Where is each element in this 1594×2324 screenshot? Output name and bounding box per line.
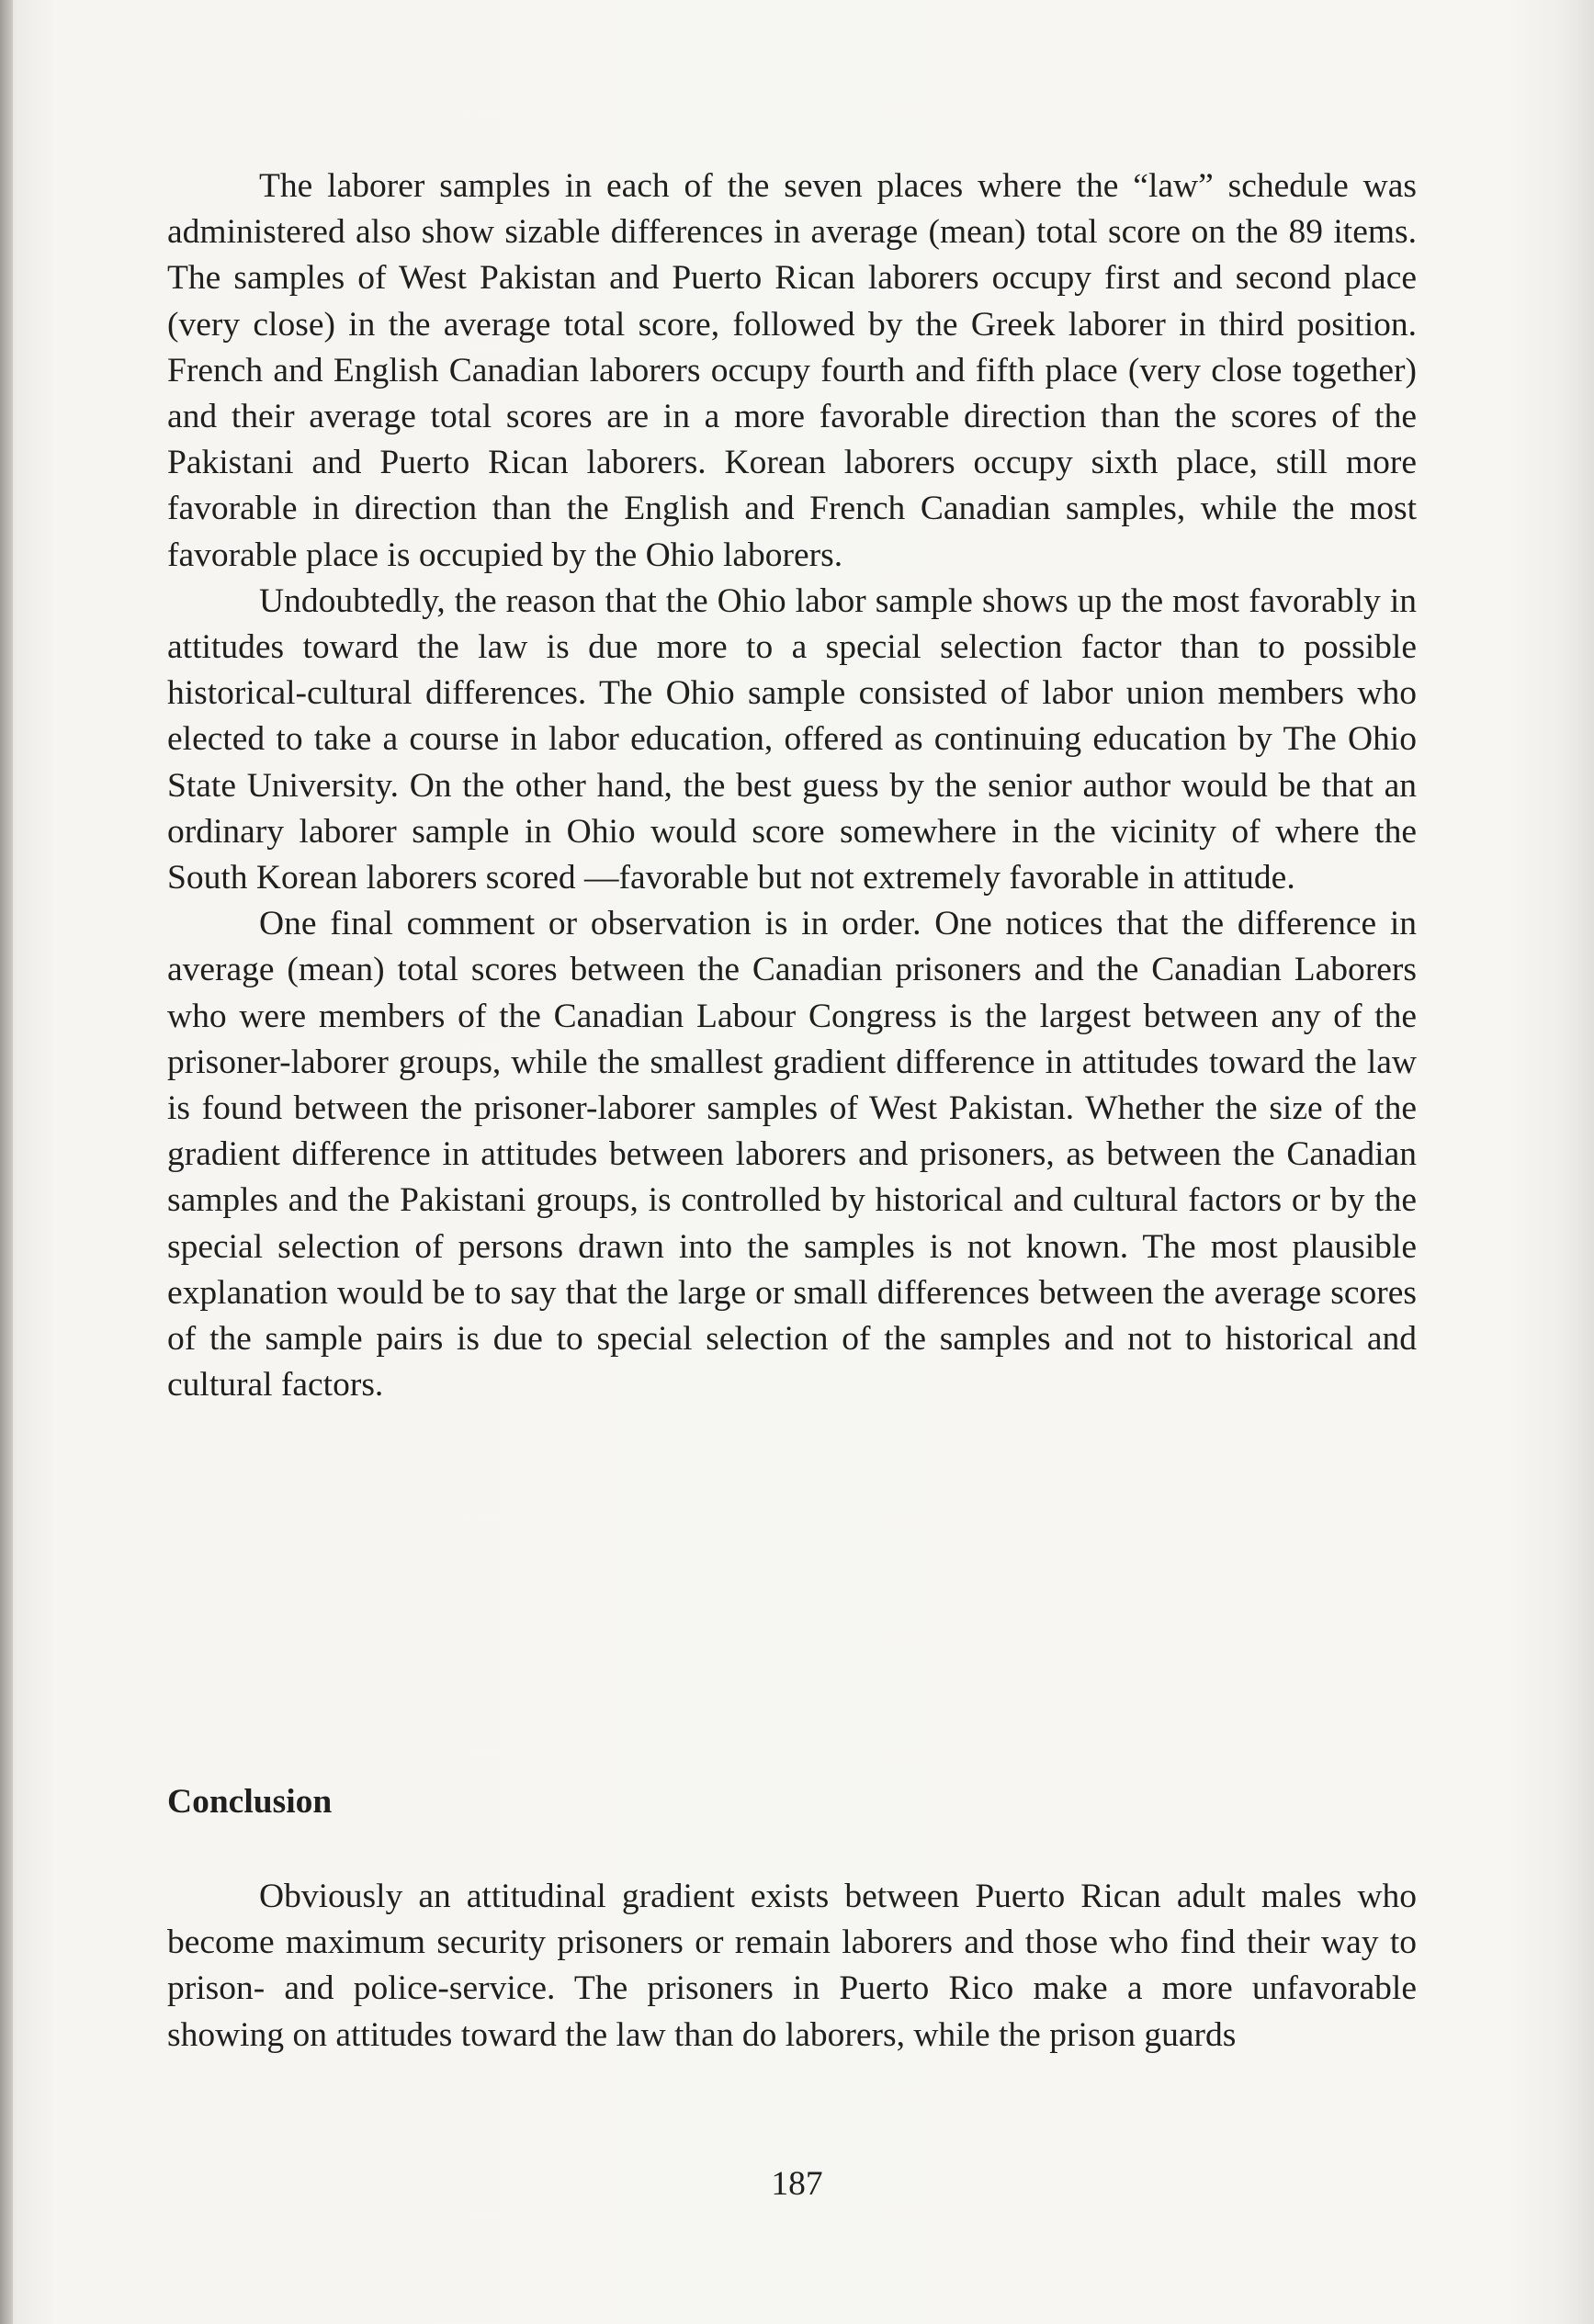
paragraph-ohio-sample: Undoubtedly, the reason that the Ohio labor sample shows up the most favorably in attitudes toward the law is due more to a special selection factor than to possible historical-cultural differences. The Ohio sample consisted of labor union members who elected to take a course in labor education, offered as continuing education by The Ohio State University. On the other hand, the best guess by the senior author would be that an ordinary laborer sample in Ohio would score somewhere in the vicinity of where the South Korean laborers scored —favorable but not extremely favorable in attitude. xyxy=(167,581,1417,897)
paragraph-conclusion: Obviously an attitudinal gradient exists between Puerto Rican adult males who become maximum security prisoners or remain laborers and those who find their way to prison- and police-service. The prisoners in Puerto Rico make a more unfavorable showing on attitudes toward the law than do laborers, while the prison guards xyxy=(167,1878,1417,2054)
body-text xyxy=(167,164,1417,1408)
conclusion-heading: Conclusion xyxy=(167,1783,333,1821)
page-number: 187 xyxy=(771,2165,823,2203)
paragraph-final-comment: One final comment or observation is in order. One notices that the difference in average (mean) total scores between the Canadian prisoners and the Canadian Laborers who were members of the Canadian Labour Congress is the largest between any of the prisoner-laborer groups, while the smallest gradient difference in attitudes toward the law is found between the prisoner-laborer samples of West Pakistan. Whether the size of the gradient difference in attitudes between laborers and prisoners, as between the Canadian samples and the Pakistani groups, is controlled by historical and cultural factors or by the special selection of persons drawn into the samples is not known. The most plausible explanation would be to say that the large or small differences between the average scores of the sample pairs is due to special selection of the samples and not to historical and cultural factors. xyxy=(167,905,1417,1405)
book-spine-shadow xyxy=(0,0,13,2324)
conclusion-text xyxy=(167,1874,1417,2059)
paragraph-laborer-samples: The laborer samples in each of the seven places where the “law” schedule was administered also show sizable differences in average (mean) total score on the 89 items. The samples of West Pakistan and Puerto Rican laborers occupy first and second place (very close) in the average total score, followed by the Greek laborer in third position. French and English Canadian laborers occupy fourth and fifth place (very close together) and their average total scores are in a more favorable direction than the scores of the Pakistani and Puerto Rican laborers. Korean laborers occupy sixth place, still more favorable in direction than the English and French Canadian samples, while the most favorable place is occupied by the Ohio laborers. xyxy=(167,167,1417,574)
